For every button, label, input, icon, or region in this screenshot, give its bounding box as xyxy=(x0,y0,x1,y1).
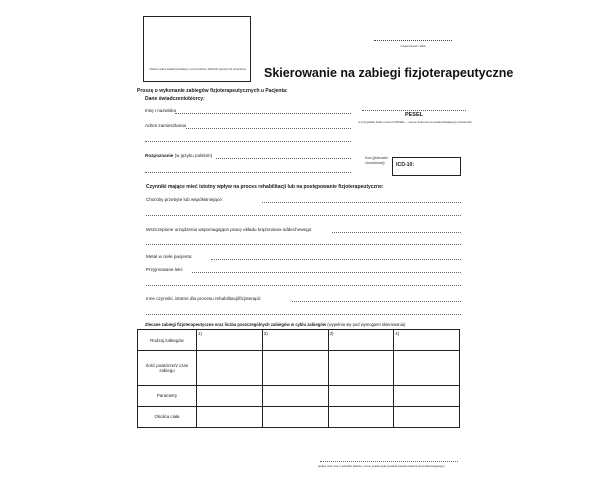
table-cell[interactable] xyxy=(197,406,263,427)
factor-field-2[interactable] xyxy=(332,232,461,233)
table-cell[interactable] xyxy=(197,385,263,406)
diagnosis-label xyxy=(145,153,212,158)
name-field[interactable] xyxy=(175,113,351,114)
treatments-heading-note: (wypełnia się pod wymogiem skierowania) xyxy=(327,322,406,327)
table-row xyxy=(138,351,460,385)
treatment-cell-3[interactable]: 3) xyxy=(328,330,394,351)
table-cell[interactable] xyxy=(262,406,328,427)
table-cell[interactable] xyxy=(328,406,394,427)
treatments-heading xyxy=(145,322,405,327)
factor-field-1-line-2[interactable] xyxy=(146,215,461,216)
date-line[interactable] xyxy=(374,40,452,41)
factor-field-3[interactable] xyxy=(211,259,461,260)
name-label: Imię i nazwisko xyxy=(145,108,177,113)
signature-caption: podpis oraz imię i nazwisko lekarza, numer prawa wykonywania zawodu lekarza (kod skierowującego) xyxy=(318,464,445,468)
factor-field-5[interactable] xyxy=(292,301,461,302)
table-cell[interactable] xyxy=(328,351,394,385)
factor-label-5: Inne czynniki, istotne dla procesu rehabilitacji/fizjoterapii: xyxy=(146,296,262,301)
diagnosis-field-line-2[interactable] xyxy=(145,172,351,173)
pesel-label: PESEL xyxy=(404,112,424,118)
treatment-cell-4[interactable]: 4) xyxy=(394,330,460,351)
icd10-label: ICD-10: xyxy=(396,162,415,168)
address-field-line-2[interactable] xyxy=(145,141,351,142)
table-row xyxy=(138,406,460,427)
treatment-cell-1[interactable]: 1) xyxy=(197,330,263,351)
factor-label-1: Choroby przebyte lub współistniejące: xyxy=(146,197,224,202)
table-cell[interactable] xyxy=(394,406,460,427)
request-heading: Proszę o wykonanie zabiegów fizjoterapeutycznych u Pacjenta: xyxy=(137,88,288,94)
treatments-table xyxy=(137,329,460,428)
table-cell[interactable] xyxy=(262,351,328,385)
row-label: Ilość powtórzeń/ czas zabiegu xyxy=(138,351,197,385)
factor-field-1[interactable] xyxy=(262,202,461,203)
row-label: Parametry xyxy=(138,385,197,406)
pesel-caption: w przypadku braku numeru PESEL – numer dokumentu potwierdzającego tożsamość xyxy=(358,120,472,124)
table-row xyxy=(138,330,460,351)
form-title: Skierowanie na zabiegi fizjoterapeutyczne xyxy=(264,66,514,80)
address-label: Adres zamieszkania xyxy=(145,123,187,128)
table-cell[interactable] xyxy=(197,351,263,385)
stamp-box xyxy=(143,16,251,82)
diagnosis-label-bold: Rozpoznanie xyxy=(145,153,174,158)
row-label: Okolica ciała xyxy=(138,406,197,427)
treatments-heading-text: Zlecane zabiegi fizjoterapeutyczne oraz liczba poszczególnych zabiegów w cyklu zabiegów xyxy=(145,322,327,327)
factor-field-5-line-2[interactable] xyxy=(146,314,461,315)
patient-section-label: Dane świadczeniobiorcy: xyxy=(145,96,205,102)
table-cell[interactable] xyxy=(262,385,328,406)
factor-field-2-line-2[interactable] xyxy=(146,244,461,245)
date-caption: miejscowość i data xyxy=(400,44,426,48)
factor-label-2: Wszczepione urządzenia wspomagające pracę układu krążeniowo-oddechowego: xyxy=(146,227,313,232)
table-cell[interactable] xyxy=(328,385,394,406)
factors-heading: Czynniki mające mieć istotny wpływ na proces rehabilitacji lub na postępowanie fizjoterapeutyczne: xyxy=(146,184,384,190)
stamp-caption: Nazwa i adres świadczeniodawcy, numer telefonu, REGON, pieczęć lub oznaczenie xyxy=(149,68,246,71)
factor-label-4: Przyjmowane leki: xyxy=(146,267,184,272)
signature-line[interactable] xyxy=(320,461,458,462)
treatment-cell-2[interactable]: 2) xyxy=(262,330,328,351)
diagnosis-field[interactable] xyxy=(216,158,351,159)
row-label: Rodzaj zabiegów xyxy=(138,330,197,351)
pesel-field[interactable] xyxy=(362,110,466,111)
factor-field-4-line-2[interactable] xyxy=(146,285,461,286)
address-field[interactable] xyxy=(186,128,351,129)
table-row xyxy=(138,385,460,406)
disease-code-label: Kod (jednostki chorobowej) xyxy=(365,156,388,165)
factor-field-4[interactable] xyxy=(192,272,461,273)
factor-label-3: Metal w ciele pacjenta: xyxy=(146,254,193,259)
table-cell[interactable] xyxy=(394,385,460,406)
diagnosis-label-note: (w języku polskim) xyxy=(174,153,213,158)
table-cell[interactable] xyxy=(394,351,460,385)
